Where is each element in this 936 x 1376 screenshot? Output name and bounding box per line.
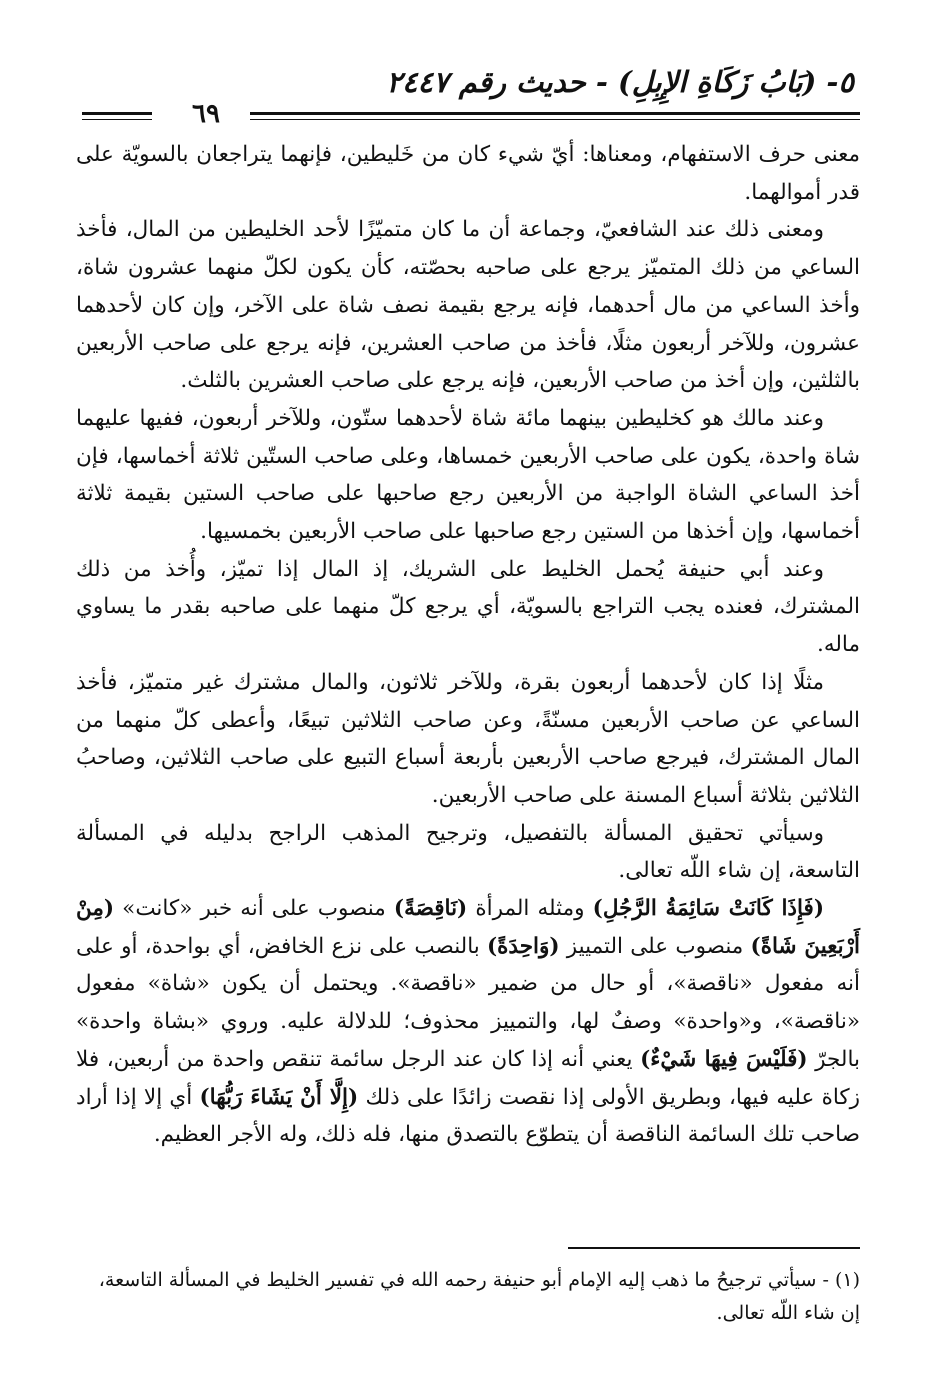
commentary-4: بالنصب على نزع الخافض، أي بواحدة، أو على أنه مفعول «ناقصة»، أو حال من ضمير «ناقصة». ويحتمل أن يكون «شاة» مفعول «ناقصة»، و«واحدة» وصفٌ لها، والتمييز محذوف؛ للدلالة عليه. وروي «بشاة واحدة» بالجرّ — [76, 933, 860, 1072]
commentary-3: منصوب على التمييز — [559, 933, 751, 959]
paragraph-2: ومعنى ذلك عند الشافعيّ، وجماعة أن ما كان متميّزًا لأحد الخليطين من المال، فأخذ الساعي من ذلك المتميّز يرجع على صاحبه بحصّته، كأن يكون لكلّ منهما عشرون شاة، وأخذ الساعي من مال أحدهما، فإنه يرجع بقيمة نصف شاة على الآخر، وإن كان لأحدهما عشرون، وللآخر أربعون مثلًا، فأخذ من صاحب العشرين، فإنه يرجع على صاحب الأربعين بالثلثين، وإن أخذ من صاحب الأربعين، فإنه يرجع على صاحب العشرين بالثلث. — [76, 217, 860, 394]
commentary-1: ومثله المرأة — [467, 896, 593, 922]
commentary-6: أي إلا إذا أراد صاحب تلك السائمة الناقصة أن يتطوّع بالتصدق منها، فله ذلك، وله الأجر العظيم. — [76, 1084, 860, 1148]
paragraph-3: وعند مالك هو كخليطين بينهما مائة شاة لأحدهما ستّون، وللآخر أربعون، ففيها عليهما شاة واحدة، يكون على صاحب الأربعين خمساها، وعلى صاحب الستّين ثلاثة أخماسها، فإن أخذ الساعي الشاة الواجبة من الأربعين رجع صاحبها على صاحب الستين بقيمة ثلاثة أخماسها، وإن أخذها من الستين رجع صاحبها على صاحب الأربعين بخمسيها. — [76, 405, 860, 545]
hadith-quote-1: (فَإِذَا كَانَتْ سَائِمَةُ الرَّجُلِ) — [592, 896, 825, 922]
footnote-1: (١) - سيأتي ترجيحُ ما ذهب إليه الإمام أبو حنيفة رحمه الله في تفسير الخليط في المسألة التاسعة، إن شاء اللّه تعالى. — [98, 1269, 860, 1324]
commentary-5: يعني أنه إذا كان عند الرجل سائمة تنقص واحدة من أربعين، فلا زكاة عليه فيها، وبطريق الأولى إذا نقصت زائدًا على ذلك — [76, 1046, 861, 1110]
hadith-quote-6: (إِلَّا أَنْ يَشَاءَ رَبُّهَا) — [199, 1084, 359, 1110]
paragraph-1: معنى حرف الاستفهام، ومعناها: أيّ شيء كان من خَليطين، فإنهما يتراجعان بالسويّة على قدر أموالهما. — [76, 142, 860, 205]
running-header-title: ٥- (بَابُ زَكَاةِ الإِبِلِ) - حديث رقم ٢٤٤٧ — [386, 65, 854, 99]
hadith-quote-2: (نَاقِصَةً) — [393, 896, 468, 922]
paragraph-4: وعند أبي حنيفة يُحمل الخليط على الشريك، إذ المال إذا تميّز، وأُخذ من ذلك المشترك، فعنده يجب التراجع بالسويّة، أي يرجع كلّ منهما على صاحبه بقدر ما يساوي ماله. — [76, 556, 860, 658]
header-rule-right — [250, 112, 860, 120]
hadith-quote-3: (مِنْ أَرْبَعِينَ شَاةً) — [76, 896, 860, 959]
hadith-quote-5: (فَلَيْسَ فِيهَا شَيْءٌ) — [640, 1046, 808, 1072]
hadith-quote-4: (وَاحِدَةً) — [486, 933, 560, 959]
paragraph-7 — [76, 890, 860, 1154]
main-text — [76, 136, 860, 1154]
header-rule-left — [82, 112, 152, 120]
footnote-separator — [568, 1247, 860, 1249]
paragraph-6: وسيأتي تحقيق المسألة بالتفصيل، وترجيح المذهب الراجح بدليله في المسألة التاسعة، إن شاء اللّه تعالى. — [76, 820, 860, 884]
page-number: ٦٩ — [192, 99, 220, 129]
paragraph-5: مثلًا إذا كان لأحدهما أربعون بقرة، وللآخر ثلاثون، والمال مشترك غير متميّز، فأخذ الساعي عن صاحب الأربعين مسنّةً، وعن صاحب الثلاثين تبيعًا، وأعطى كلّ منهما من المال المشترك، فيرجع صاحب الأربعين بأربعة أسباع التبيع على صاحب الثلاثين، وصاحبُ الثلاثين بثلاثة أسباع المسنة على صاحب الأربعين. — [76, 669, 860, 808]
commentary-2: منصوب على أنه خبر «كانت» — [114, 896, 394, 922]
